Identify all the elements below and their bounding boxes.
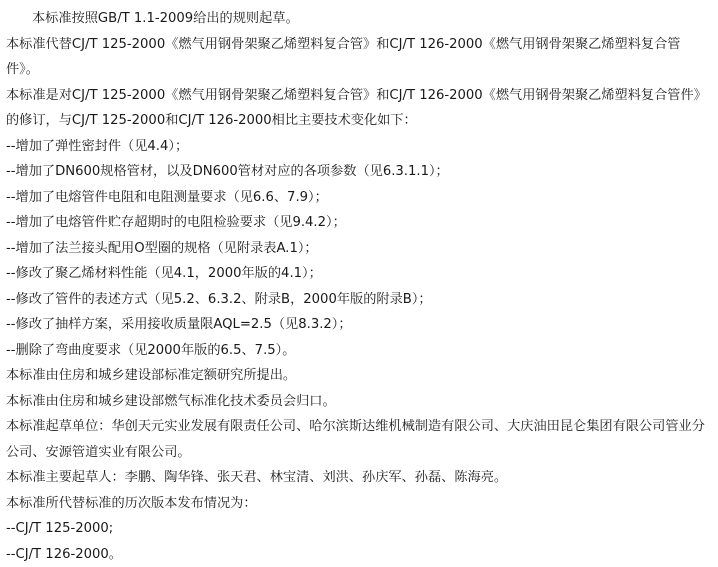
paragraph-change-4: --增加了电熔管件贮存超期时的电阻检验要求（见9.4.2）； <box>6 210 710 236</box>
paragraph-history-intro: 本标准所代替标准的历次版本发布情况为： <box>6 491 710 517</box>
paragraph-change-3: --增加了电熔管件电阻和电阻测量要求（见6.6、7.9）； <box>6 185 710 211</box>
paragraph-change-5: --增加了法兰接头配用O型圈的规格（见附录表A.1）； <box>6 236 710 262</box>
paragraph-replaces: 本标准代替CJ/T 125-2000《燃气用钢骨架聚乙烯塑料复合管》和CJ/T 126-2000《燃气用钢骨架聚乙烯塑料复合管件》。 <box>6 32 710 83</box>
paragraph-change-1: --增加了弹性密封件（见4.4）； <box>6 134 710 160</box>
paragraph-standard-basis: 本标准按照GB/T 1.1-2009给出的规则起草。 <box>6 6 710 32</box>
paragraph-change-2: --增加了DN600规格管材，以及DN600管材对应的各项参数（见6.3.1.1）； <box>6 159 710 185</box>
paragraph-drafters: 本标准主要起草人：李鹏、陶华锋、张天君、林宝清、刘洪、孙庆军、孙磊、陈海亮。 <box>6 465 710 491</box>
paragraph-proposer: 本标准由住房和城乡建设部标准定额研究所提出。 <box>6 363 710 389</box>
paragraph-history-item-1: --CJ/T 125-2000; <box>6 516 710 542</box>
paragraph-change-8: --修改了抽样方案，采用接收质量限AQL=2.5（见8.3.2）； <box>6 312 710 338</box>
paragraph-change-9: --删除了弯曲度要求（见2000年版的6.5、7.5）。 <box>6 338 710 364</box>
paragraph-drafting-units: 本标准起草单位：华创天元实业发展有限责任公司、哈尔滨斯达维机械制造有限公司、大庆油田昆仑集团有限公司管业分公司、安源管道实业有限公司。 <box>6 414 710 465</box>
paragraph-history-item-2: --CJ/T 126-2000。 <box>6 542 710 567</box>
paragraph-revision-intro: 本标准是对CJ/T 125-2000《燃气用钢骨架聚乙烯塑料复合管》和CJ/T 126-2000《燃气用钢骨架聚乙烯塑料复合管件》的修订，与CJ/T 125-2000和CJ/T 126-2000相比主要技术变化如下： <box>6 83 710 134</box>
paragraph-change-6: --修改了聚乙烯材料性能（见4.1，2000年版的4.1）； <box>6 261 710 287</box>
paragraph-change-7: --修改了管件的表述方式（见5.2、6.3.2、附录B，2000年版的附录B）； <box>6 287 710 313</box>
paragraph-jurisdiction: 本标准由住房和城乡建设部燃气标准化技术委员会归口。 <box>6 389 710 415</box>
